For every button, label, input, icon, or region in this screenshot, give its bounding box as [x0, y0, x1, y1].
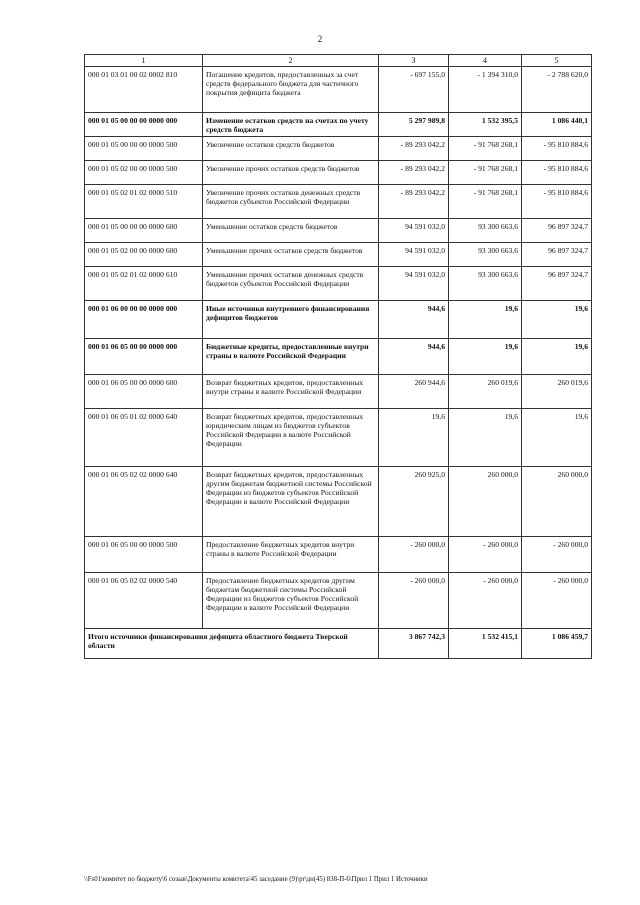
source-name-cell: Возврат бюджетных кредитов, предоставленных внутри страны в валюте Российской Федерации	[203, 375, 379, 409]
total-amount-cell: 1 532 415,1	[449, 629, 522, 659]
amount-cell: 94 591 032,0	[379, 243, 449, 267]
column-number: 2	[203, 55, 379, 67]
table-row	[85, 185, 592, 219]
budget-code-cell: 000 01 06 05 00 00 0000 500	[85, 537, 203, 573]
source-name-cell: Предоставление бюджетных кредитов другим бюджетам бюджетной системы Российской Федерации из бюджетов субъектов Российской Федерации в валюте Российской Федерации	[203, 573, 379, 629]
budget-code-cell: 000 01 06 05 00 00 0000 600	[85, 375, 203, 409]
amount-cell: - 697 155,0	[379, 67, 449, 113]
amount-cell: - 95 810 884,6	[522, 161, 592, 185]
source-name-cell: Уменьшение остатков средств бюджетов	[203, 219, 379, 243]
column-number: 4	[449, 55, 522, 67]
file-path-footer: \\Fs01\комитет по бюджету\6 созыв\Документы комитета\45 заседание (9)\pr\дн(45) 838-П-6\Прил 1 Прил 1 Источники	[84, 876, 428, 883]
amount-cell: 93 300 663,6	[449, 243, 522, 267]
column-number: 3	[379, 55, 449, 67]
budget-code-cell: 000 01 06 05 00 00 0000 000	[85, 339, 203, 375]
amount-cell: - 91 768 268,1	[449, 185, 522, 219]
table-row	[85, 243, 592, 267]
amount-cell: 5 297 989,8	[379, 113, 449, 137]
amount-cell: 260 019,6	[449, 375, 522, 409]
table-row	[85, 113, 592, 137]
amount-cell: - 91 768 268,1	[449, 161, 522, 185]
amount-cell: - 2 788 620,0	[522, 67, 592, 113]
budget-code-cell: 000 01 03 01 00 02 0002 810	[85, 67, 203, 113]
budget-code-cell: 000 01 05 02 01 02 0000 510	[85, 185, 203, 219]
table-row	[85, 67, 592, 113]
amount-cell: - 1 394 310,0	[449, 67, 522, 113]
budget-code-cell: 000 01 05 02 00 00 0000 500	[85, 161, 203, 185]
amount-cell: 96 897 324,7	[522, 267, 592, 301]
amount-cell: - 260 000,0	[522, 573, 592, 629]
amount-cell: - 89 293 042,2	[379, 185, 449, 219]
source-name-cell: Изменение остатков средств на счетах по учету средств бюджета	[203, 113, 379, 137]
budget-code-cell: 000 01 05 00 00 00 0000 000	[85, 113, 203, 137]
budget-code-cell: 000 01 06 05 02 02 0000 640	[85, 467, 203, 537]
amount-cell: 19,6	[522, 409, 592, 467]
column-number-row	[85, 55, 592, 67]
amount-cell: 94 591 032,0	[379, 267, 449, 301]
amount-cell: 19,6	[522, 301, 592, 339]
budget-code-cell: 000 01 05 00 00 00 0000 600	[85, 219, 203, 243]
amount-cell: - 95 810 884,6	[522, 137, 592, 161]
total-label: Итого источники финансирования дефицита областного бюджета Тверской области	[85, 629, 379, 659]
sources-table	[84, 54, 592, 659]
source-name-cell: Уменьшение прочих остатков средств бюджетов	[203, 243, 379, 267]
table-row	[85, 467, 592, 537]
amount-cell: 1 086 440,1	[522, 113, 592, 137]
amount-cell: - 260 000,0	[522, 537, 592, 573]
budget-code-cell: 000 01 06 05 01 02 0000 640	[85, 409, 203, 467]
amount-cell: 93 300 663,6	[449, 267, 522, 301]
amount-cell: 96 897 324,7	[522, 243, 592, 267]
source-name-cell: Погашение кредитов, предоставленных за счет средств федерального бюджета для частичного покрытия дефицита бюджета	[203, 67, 379, 113]
source-name-cell: Иные источники внутреннего финансирования дефицитов бюджетов	[203, 301, 379, 339]
source-name-cell: Возврат бюджетных кредитов, предоставленных юридическим лицам из бюджетов субъектов Российской Федерации в валюте Российской Федерации	[203, 409, 379, 467]
source-name-cell: Бюджетные кредиты, предоставленные внутри страны в валюте Российской Федерации	[203, 339, 379, 375]
source-name-cell: Увеличение прочих остатков денежных средств бюджетов субъектов Российской Федерации	[203, 185, 379, 219]
amount-cell: 19,6	[449, 301, 522, 339]
total-amount-cell: 1 086 459,7	[522, 629, 592, 659]
table-row	[85, 219, 592, 243]
amount-cell: - 260 000,0	[379, 573, 449, 629]
amount-cell: 944,6	[379, 339, 449, 375]
column-number: 5	[522, 55, 592, 67]
budget-code-cell: 000 01 05 00 00 00 0000 500	[85, 137, 203, 161]
amount-cell: 94 591 032,0	[379, 219, 449, 243]
amount-cell: - 89 293 042,2	[379, 137, 449, 161]
total-amount-cell: 3 867 742,3	[379, 629, 449, 659]
table-row	[85, 409, 592, 467]
source-name-cell: Увеличение прочих остатков средств бюджетов	[203, 161, 379, 185]
source-name-cell: Увеличение остатков средств бюджетов	[203, 137, 379, 161]
amount-cell: 96 897 324,7	[522, 219, 592, 243]
amount-cell: 1 532 395,5	[449, 113, 522, 137]
budget-code-cell: 000 01 06 00 00 00 0000 000	[85, 301, 203, 339]
amount-cell: 19,6	[449, 339, 522, 375]
amount-cell: 19,6	[449, 409, 522, 467]
amount-cell: 93 300 663,6	[449, 219, 522, 243]
table-row	[85, 161, 592, 185]
amount-cell: 944,6	[379, 301, 449, 339]
amount-cell: 19,6	[522, 339, 592, 375]
column-number: 1	[85, 55, 203, 67]
source-name-cell: Предоставление бюджетных кредитов внутри страны в валюте Российской Федерации	[203, 537, 379, 573]
page-number: 2	[317, 34, 323, 44]
table-row	[85, 375, 592, 409]
total-row	[85, 629, 592, 659]
amount-cell: 19,6	[379, 409, 449, 467]
amount-cell: - 91 768 268,1	[449, 137, 522, 161]
amount-cell: - 260 000,0	[449, 537, 522, 573]
amount-cell: 260 925,0	[379, 467, 449, 537]
table-row	[85, 301, 592, 339]
table-row	[85, 339, 592, 375]
table-row	[85, 537, 592, 573]
amount-cell: - 260 000,0	[449, 573, 522, 629]
amount-cell: 260 000,0	[449, 467, 522, 537]
amount-cell: - 89 293 042,2	[379, 161, 449, 185]
budget-code-cell: 000 01 06 05 02 02 0000 540	[85, 573, 203, 629]
table-row	[85, 267, 592, 301]
amount-cell: 260 019,6	[522, 375, 592, 409]
source-name-cell: Уменьшение прочих остатков денежных средств бюджетов субъектов Российской Федерации	[203, 267, 379, 301]
table-row	[85, 137, 592, 161]
source-name-cell: Возврат бюджетных кредитов, предоставленных другим бюджетам бюджетной системы Российской Федерации из бюджетов субъектов Российской Федерации в валюте Российской Федерации	[203, 467, 379, 537]
table-row	[85, 573, 592, 629]
amount-cell: - 95 810 884,6	[522, 185, 592, 219]
budget-code-cell: 000 01 05 02 01 02 0000 610	[85, 267, 203, 301]
amount-cell: - 260 000,0	[379, 537, 449, 573]
budget-code-cell: 000 01 05 02 00 00 0000 600	[85, 243, 203, 267]
amount-cell: 260 000,0	[522, 467, 592, 537]
amount-cell: 260 944,6	[379, 375, 449, 409]
